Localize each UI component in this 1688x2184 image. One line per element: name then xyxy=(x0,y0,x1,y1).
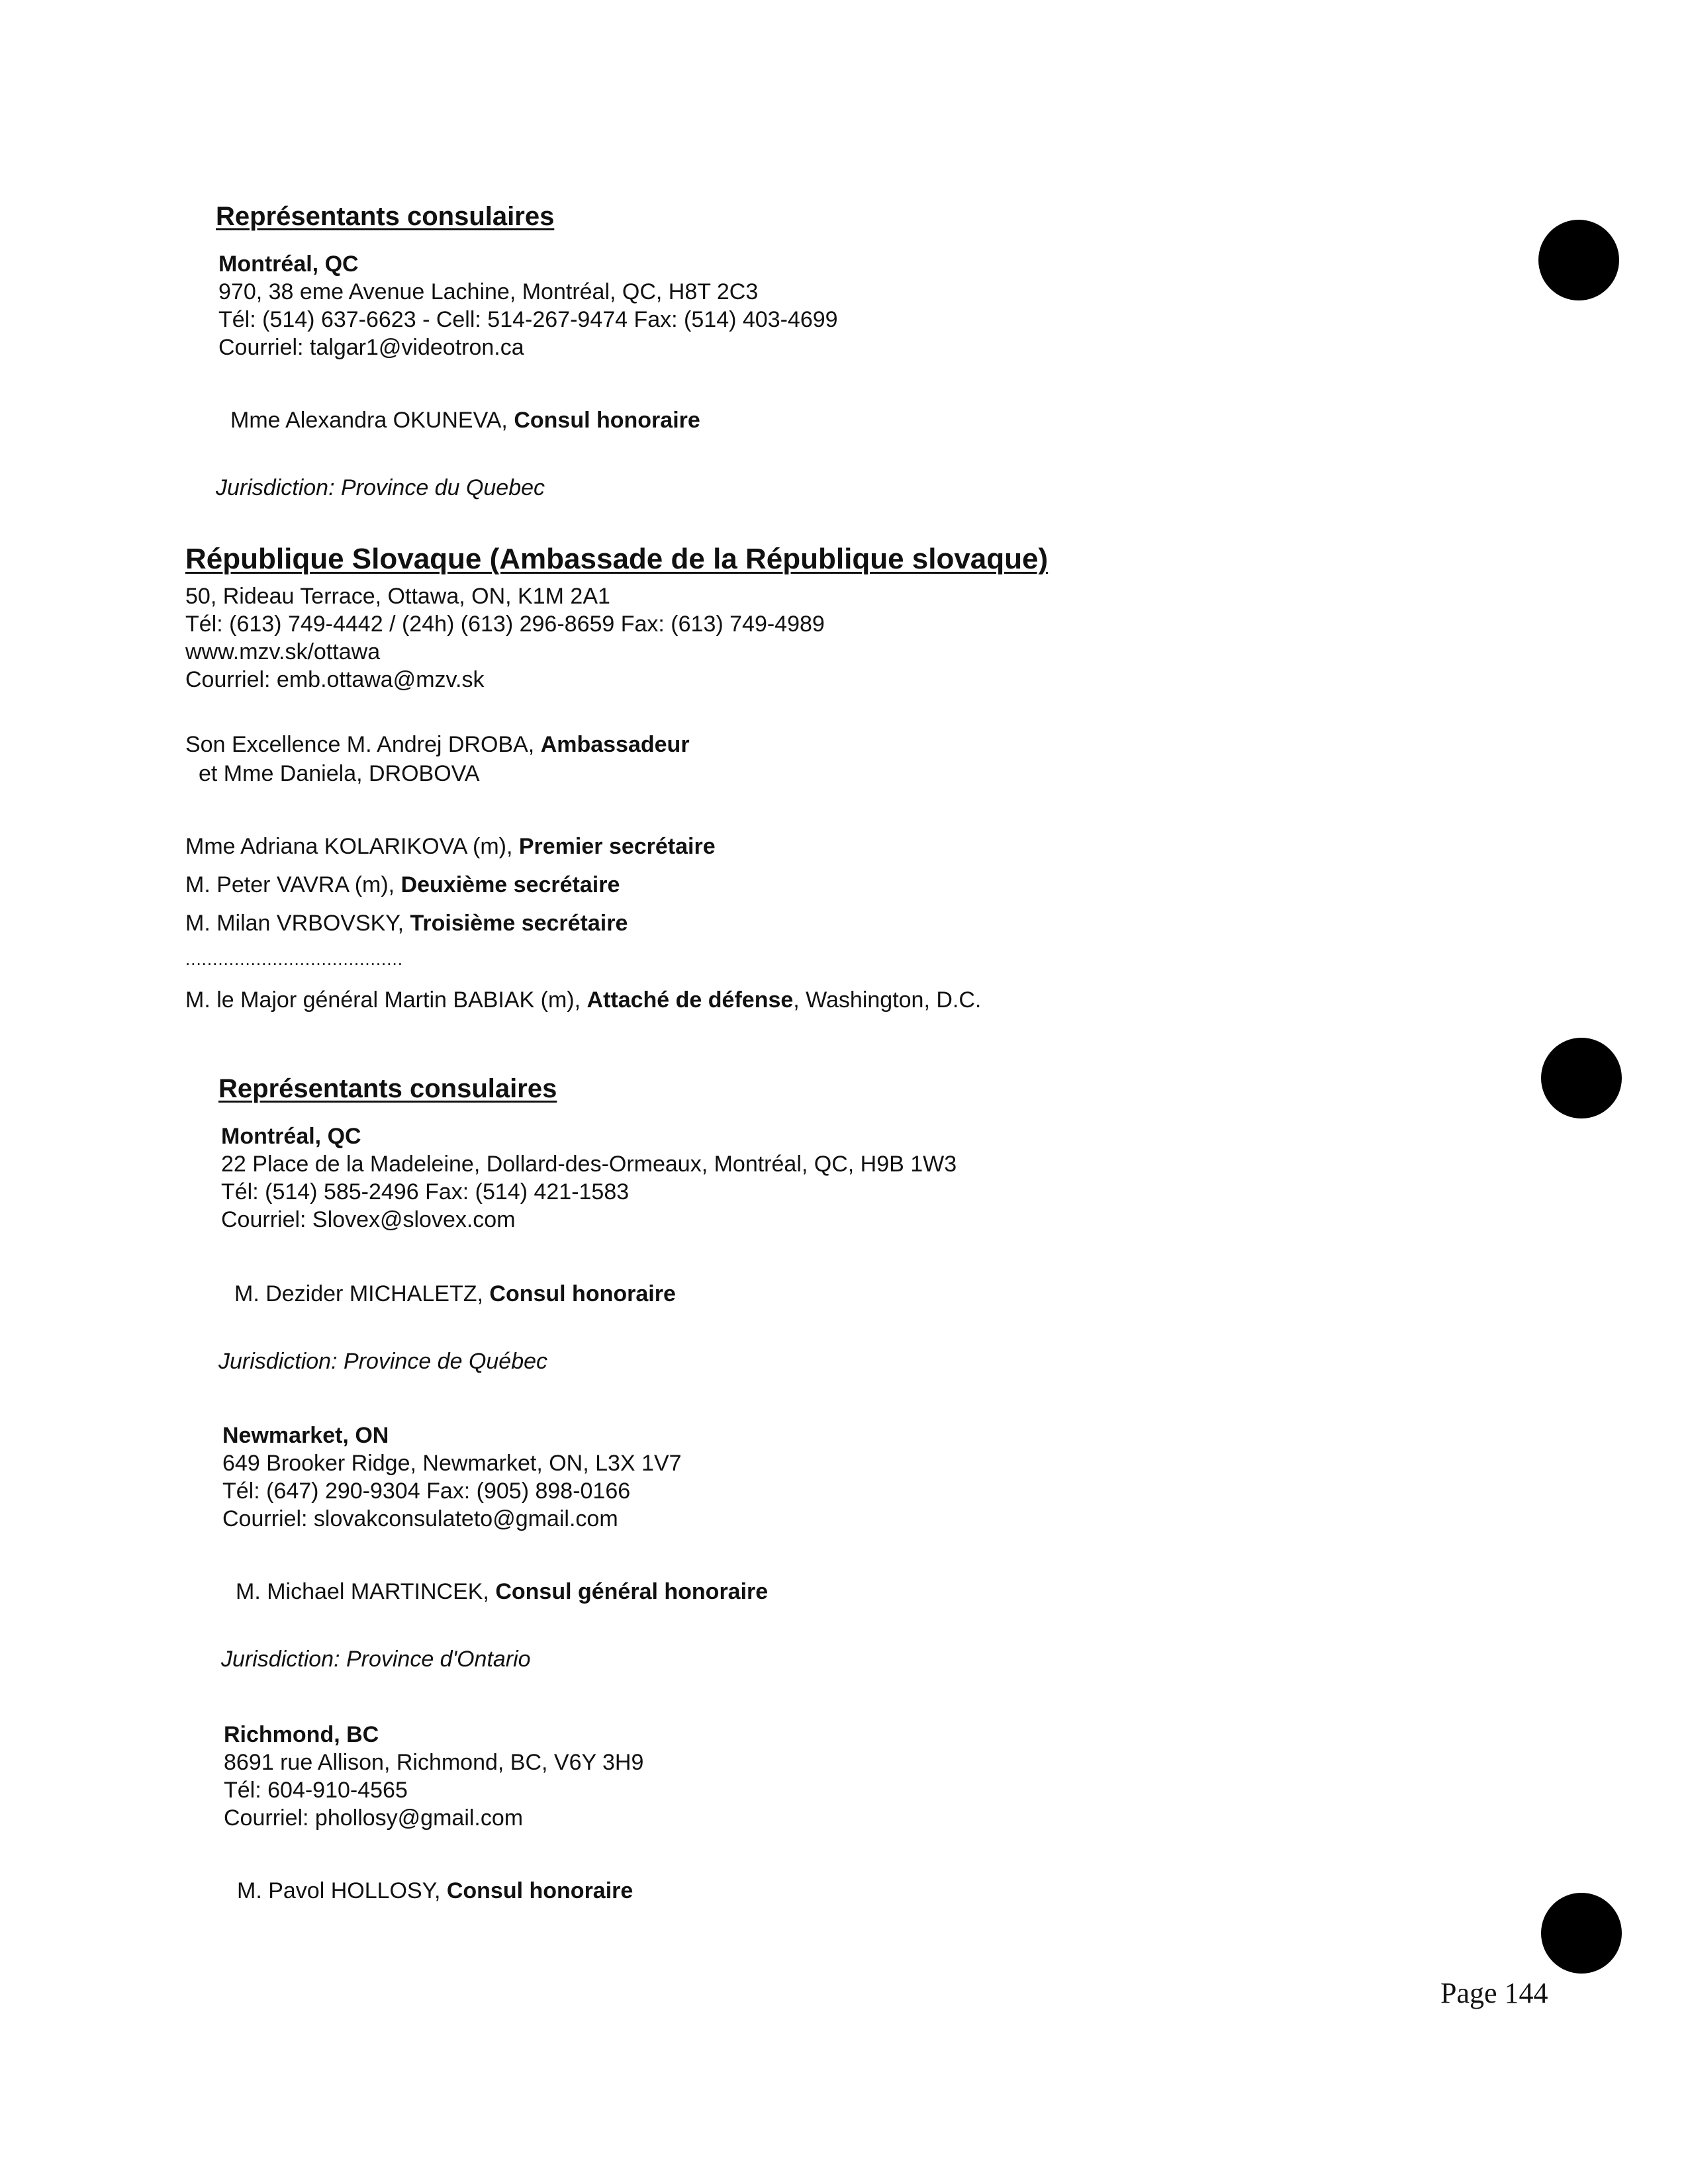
dotted-separator: ........................................ xyxy=(185,949,403,969)
office-address: 649 Brooker Ridge, Newmarket, ON, L3X 1V7 xyxy=(222,1451,682,1476)
section-heading-consular-1: Représentants consulaires xyxy=(216,202,555,231)
person-name: Mme Alexandra OKUNEVA, xyxy=(230,408,514,433)
staff-entry xyxy=(185,833,716,860)
office-email: Courriel: slovakconsulateto@gmail.com xyxy=(222,1506,618,1531)
person-title: Attaché de défense xyxy=(586,987,794,1013)
ambassador-entry xyxy=(185,731,690,758)
office-address: 970, 38 eme Avenue Lachine, Montréal, QC, H8T 2C3 xyxy=(218,279,759,304)
office-phone: Tél: 604-910-4565 xyxy=(224,1778,408,1803)
person-name: Son Excellence M. Andrej DROBA, xyxy=(185,732,541,757)
embassy-heading: République Slovaque (Ambassade de la République slovaque) xyxy=(185,543,1049,575)
jurisdiction: Jurisdiction: Province d'Ontario xyxy=(221,1647,531,1672)
consul-entry xyxy=(234,1280,676,1308)
consul-entry xyxy=(237,1877,633,1905)
section-heading-consular-2: Représentants consulaires xyxy=(218,1074,557,1103)
person-title: Deuxième secrétaire xyxy=(400,872,620,897)
attache-location: , Washington, D.C. xyxy=(793,987,982,1013)
embassy-website: www.mzv.sk/ottawa xyxy=(185,639,381,664)
punch-hole xyxy=(1538,220,1619,300)
punch-hole xyxy=(1541,1893,1622,1974)
office-address: 22 Place de la Madeleine, Dollard-des-Ormeaux, Montréal, QC, H9B 1W3 xyxy=(221,1152,957,1177)
staff-entry xyxy=(185,871,620,899)
office-city: Richmond, BC xyxy=(224,1722,379,1747)
person-name: M. Dezider MICHALETZ, xyxy=(234,1281,490,1306)
staff-entry xyxy=(185,909,628,937)
office-email: Courriel: Slovex@slovex.com xyxy=(221,1207,516,1232)
person-title: Consul honoraire xyxy=(489,1281,676,1306)
jurisdiction: Jurisdiction: Province du Quebec xyxy=(216,475,545,500)
office-email: Courriel: phollosy@gmail.com xyxy=(224,1805,524,1831)
person-name: M. Pavol HOLLOSY, xyxy=(237,1878,447,1903)
person-name: Mme Adriana KOLARIKOVA (m), xyxy=(185,834,519,859)
person-name: M. Milan VRBOVSKY, xyxy=(185,911,410,936)
person-title: Consul honoraire xyxy=(446,1878,633,1903)
office-city: Montréal, QC xyxy=(221,1124,361,1149)
office-city: Montréal, QC xyxy=(218,251,359,277)
office-address: 8691 rue Allison, Richmond, BC, V6Y 3H9 xyxy=(224,1750,644,1775)
embassy-address: 50, Rideau Terrace, Ottawa, ON, K1M 2A1 xyxy=(185,584,610,609)
person-title: Consul honoraire xyxy=(514,408,700,433)
office-city: Newmarket, ON xyxy=(222,1423,389,1448)
ambassador-spouse: et Mme Daniela, DROBOVA xyxy=(199,761,480,786)
person-title: Ambassadeur xyxy=(540,732,690,757)
office-phone: Tél: (514) 585-2496 Fax: (514) 421-1583 xyxy=(221,1179,630,1205)
consul-entry xyxy=(236,1578,768,1606)
embassy-email: Courriel: emb.ottawa@mzv.sk xyxy=(185,667,485,692)
consul-entry xyxy=(230,406,700,434)
office-phone: Tél: (647) 290-9304 Fax: (905) 898-0166 xyxy=(222,1479,631,1504)
attache-entry xyxy=(185,986,981,1014)
person-name: M. Peter VAVRA (m), xyxy=(185,872,401,897)
office-phone: Tél: (514) 637-6623 - Cell: 514-267-9474 Fax: (514) 403-4699 xyxy=(218,307,838,332)
page-number: Page 144 xyxy=(1440,1977,1548,2009)
person-name: M. le Major général Martin BABIAK (m), xyxy=(185,987,587,1013)
jurisdiction: Jurisdiction: Province de Québec xyxy=(218,1349,548,1374)
office-email: Courriel: talgar1@videotron.ca xyxy=(218,335,524,360)
person-name: M. Michael MARTINCEK, xyxy=(236,1579,496,1604)
person-title: Troisième secrétaire xyxy=(410,911,628,936)
person-title: Premier secrétaire xyxy=(518,834,716,859)
punch-hole xyxy=(1541,1038,1622,1118)
embassy-phone: Tél: (613) 749-4442 / (24h) (613) 296-8659 Fax: (613) 749-4989 xyxy=(185,612,825,637)
person-title: Consul général honoraire xyxy=(495,1579,769,1604)
